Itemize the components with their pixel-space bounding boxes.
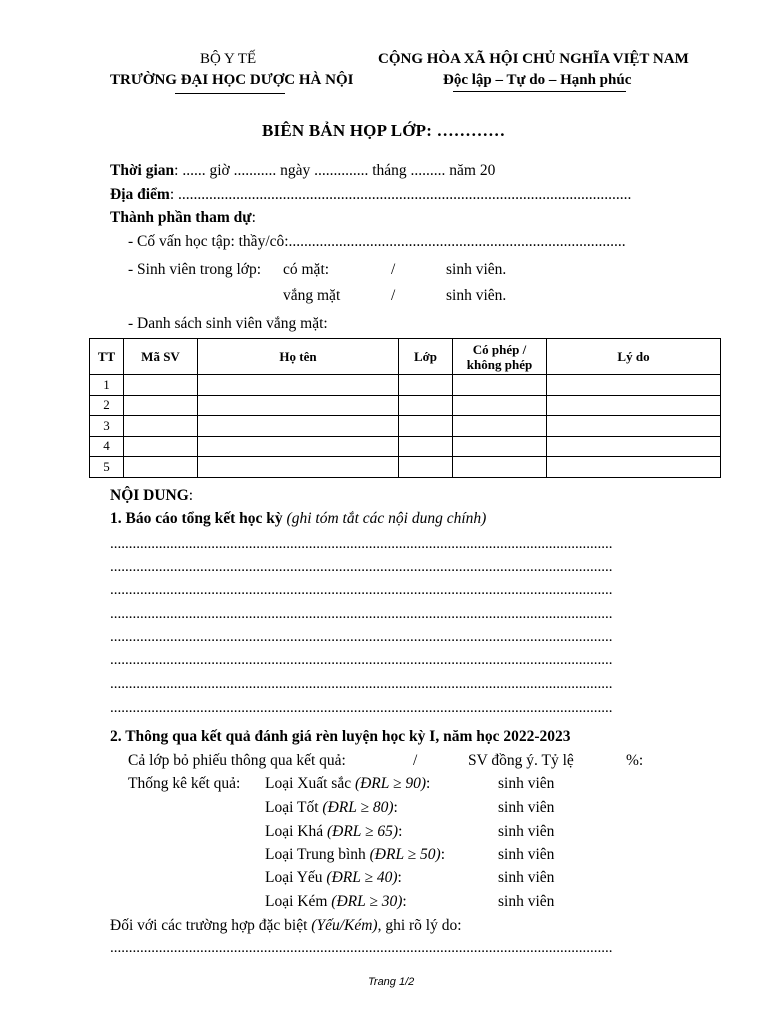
cell [198,375,399,396]
present-unit: sinh viên. [446,261,507,278]
section1-title: 1. Báo cáo tổng kết học kỳ [110,510,283,527]
special-italic: (Yếu/Kém) [311,917,378,934]
dotted-line: ...................................................................................................................................... [110,582,613,598]
cell [399,416,453,437]
col-header-tt: TT [90,339,124,375]
cell [124,457,198,478]
absent-students-table [89,338,721,478]
school-name: TRƯỜNG ĐẠI HỌC DƯỢC HÀ NỘI [110,72,354,88]
cell [124,395,198,416]
grade-condition: (ĐRL ≥ 90) [354,775,427,792]
grade-unit: sinh viên [498,846,555,863]
table-row [90,416,721,437]
dotted-line: ...................................................................................................................................... [110,536,613,552]
col-header-full-name: Họ tên [198,339,399,375]
col-header-student-id: Mã SV [124,339,198,375]
cell [453,436,547,457]
grade-unit: sinh viên [498,869,555,886]
grade-colon: : [398,823,403,840]
row-number: 1 [90,375,124,396]
cell [547,436,721,457]
cell [547,395,721,416]
cell [198,416,399,437]
grade-colon: : [440,846,446,863]
school-underline [175,93,285,94]
content-heading-colon: : [188,487,194,504]
absent-list-label: - Danh sách sinh viên vắng mặt: [128,315,328,332]
table-row [90,436,721,457]
grade-name: Loại Xuất sắc [265,775,352,792]
grade-condition: (ĐRL ≥ 50) [369,846,441,863]
cell [399,457,453,478]
participants-colon: : [251,209,256,226]
stats-label: Thống kê kết quả: [128,775,241,792]
table-header-row [90,339,721,375]
grade-condition: (ĐRL ≥ 30) [331,893,403,910]
vote-slash: / [413,752,418,769]
dotted-line: ...................................................................................................................................... [110,652,613,668]
cell [124,375,198,396]
participants-line [110,209,256,227]
cell [124,416,198,437]
grade-row [265,893,407,911]
special-text: Đối với các trường hợp đặc biệt [110,917,308,934]
table-row [90,375,721,396]
time-line [110,162,495,180]
place-line [110,186,631,204]
col-header-permission: Có phép / không phép [453,339,547,375]
grade-unit: sinh viên [498,893,555,910]
absent-unit: sinh viên. [446,287,507,304]
participants-label: Thành phần tham dự [110,209,252,226]
row-number: 4 [90,436,124,457]
table-row [90,457,721,478]
grade-row [265,775,430,793]
cell [198,457,399,478]
cell [124,436,198,457]
cell [547,375,721,396]
dotted-line: ...................................................................................................................................... [110,629,613,645]
national-motto: Độc lập – Tự do – Hạnh phúc [443,72,632,88]
special-cases-line [110,917,462,935]
vote-percent: %: [626,752,644,769]
cell [399,395,453,416]
cell [399,436,453,457]
section1-note: (ghi tóm tắt các nội dung chính) [286,510,487,527]
row-number: 5 [90,457,124,478]
grade-condition: (ĐRL ≥ 80) [322,799,394,816]
absent-slash: / [391,287,396,304]
grade-name: Loại Yếu [265,869,323,886]
dotted-line: ...................................................................................................................................... [110,700,613,716]
section1-heading [110,510,486,528]
document-title: BIÊN BẢN HỌP LỚP: ………… [262,121,506,140]
grade-row [265,846,445,864]
content-heading: NỘI DUNG [110,487,189,504]
grade-colon: : [397,869,402,886]
grade-colon: : [402,893,407,910]
page-number: Trang 1/2 [368,976,415,988]
dotted-line: ...................................................................................................................................... [110,606,613,622]
present-label: có mặt: [283,261,330,278]
motto-underline [453,91,626,92]
grade-row [265,869,402,887]
cell [198,395,399,416]
place-label: Địa điểm [110,186,170,203]
table-row [90,395,721,416]
section2-title: 2. Thông qua kết quả đánh giá rèn luyện học kỳ I, năm học 2022-2023 [110,728,571,745]
grade-unit: sinh viên [498,823,555,840]
row-number: 2 [90,395,124,416]
grade-unit: sinh viên [498,775,555,792]
ministry-name: BỘ Y TẾ [200,51,257,67]
cell [453,395,547,416]
present-slash: / [391,261,396,278]
grade-colon: : [393,799,398,816]
grade-name: Loại Tốt [265,799,319,816]
grade-condition: (ĐRL ≥ 65) [326,823,399,840]
place-value: : ..................................................................................................................... [169,186,632,203]
grade-name: Loại Kém [265,893,328,910]
col-header-class: Lớp [399,339,453,375]
time-value: : ...... giờ ........... ngày .............. tháng ......... năm 20 [174,162,496,179]
time-label: Thời gian [110,162,175,179]
dotted-line: ...................................................................................................................................... [110,676,613,692]
cell [547,457,721,478]
cell [399,375,453,396]
dotted-line: ...................................................................................................................................... [110,559,613,575]
cell [453,375,547,396]
cell [547,416,721,437]
grade-row [265,823,402,841]
grade-condition: (ĐRL ≥ 40) [326,869,398,886]
students-label: - Sinh viên trong lớp: [128,261,262,278]
cell [453,416,547,437]
row-number: 3 [90,416,124,437]
grade-unit: sinh viên [498,799,555,816]
vote-text: Cả lớp bỏ phiếu thông qua kết quả: [128,752,346,769]
content-heading-line [110,487,193,505]
grade-name: Loại Khá [265,823,324,840]
absent-label: vắng mặt [283,287,341,304]
special-tail: , ghi rõ lý do: [377,917,462,934]
cell [198,436,399,457]
dotted-line: ...................................................................................................................................... [110,940,613,956]
cell [453,457,547,478]
grade-row [265,799,398,817]
grade-name: Loại Trung bình [265,846,366,863]
nation-name: CỘNG HÒA XÃ HỘI CHỦ NGHĨA VIỆT NAM [378,51,689,67]
advisor-line: - Cố vấn học tập: thầy/cô:....................................................................................... [128,233,626,250]
col-header-reason: Lý do [547,339,721,375]
vote-agree: SV đồng ý. Tỷ lệ [468,752,574,769]
grade-colon: : [426,775,431,792]
